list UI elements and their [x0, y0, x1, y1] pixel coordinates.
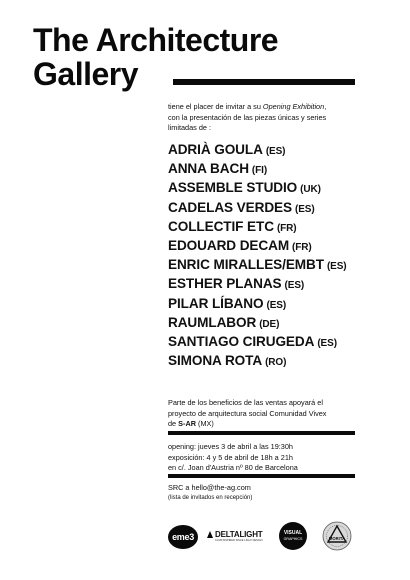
morita-logo: [322, 521, 352, 551]
benefit-line-3: de S-AR (MX): [168, 419, 214, 429]
sponsor-logos: [168, 521, 368, 551]
intro-line-1: tiene el placer de invitar a su Opening Exhibition,: [168, 102, 327, 111]
deltalight-logo: [207, 530, 271, 544]
artist-item: EDOUARD DECAM (FR): [168, 237, 312, 253]
rsvp-note: (lista de invitados en recepción): [168, 494, 253, 501]
rsvp-email[interactable]: SRC a hello@the-ag.com: [168, 483, 251, 492]
artist-item: SANTIAGO CIRUGEDA (ES): [168, 333, 337, 349]
opening-date: opening: jueves 3 de abril a las 19:30h: [168, 442, 293, 451]
benefit-text: [168, 398, 368, 430]
benefit-line-1: Parte de los beneficios de las ventas apoyará el: [168, 398, 323, 407]
venue-address: en c/. Joan d'Austria nº 80 de Barcelona: [168, 463, 298, 473]
visual-graphics-logo: [279, 522, 307, 550]
intro-text: [168, 102, 368, 134]
artist-item: ASSEMBLE STUDIO (UK): [168, 180, 321, 196]
exhibition-dates: exposición: 4 y 5 de abril de 18h a 21h: [168, 452, 293, 462]
title-underline: [173, 79, 355, 85]
artist-item: ESTHER PLANAS (ES): [168, 276, 305, 292]
artist-item: SIMONA ROTA (RO): [168, 353, 287, 369]
artist-item: ADRIÀ GOULA (ES): [168, 142, 286, 157]
page-title-line-1: The Architecture: [33, 22, 279, 58]
artist-item: ENRIC MIRALLES/EMBT (ES): [168, 257, 347, 273]
graphics-text: GRAPHICS: [283, 537, 303, 541]
delta-triangle-icon: [207, 531, 213, 538]
divider-bottom: [168, 474, 355, 478]
intro-line-3: limitadas de :: [168, 123, 211, 133]
visual-text: VISUAL: [283, 530, 303, 536]
artist-list: [168, 140, 383, 370]
artist-item: ANNA BACH (FI): [168, 161, 268, 177]
contact-block: [168, 483, 368, 502]
deltalight-tagline: CLUB INSPIRED SINCE LIGHT DESIGN: [215, 539, 263, 542]
artist-item: RAUMLABOR (DE): [168, 314, 280, 330]
intro-line-2: con la presentación de las piezas únicas y series: [168, 112, 327, 122]
eme3-logo: eme3: [168, 525, 198, 549]
artist-item: COLLECTIF ETC (FR): [168, 218, 297, 234]
divider-top: [168, 431, 355, 435]
morita-name: MORITA: [328, 536, 346, 541]
event-info: [168, 442, 368, 474]
deltalight-name: DELTALIGHT: [215, 530, 263, 539]
benefit-line-2: proyecto de arquitectura social Comunidad Vivex: [168, 408, 327, 418]
page-title-line-2: Gallery: [33, 56, 139, 92]
artist-item: CADELAS VERDES (ES): [168, 199, 315, 215]
artist-item: PILAR LÍBANO (ES): [168, 295, 287, 311]
